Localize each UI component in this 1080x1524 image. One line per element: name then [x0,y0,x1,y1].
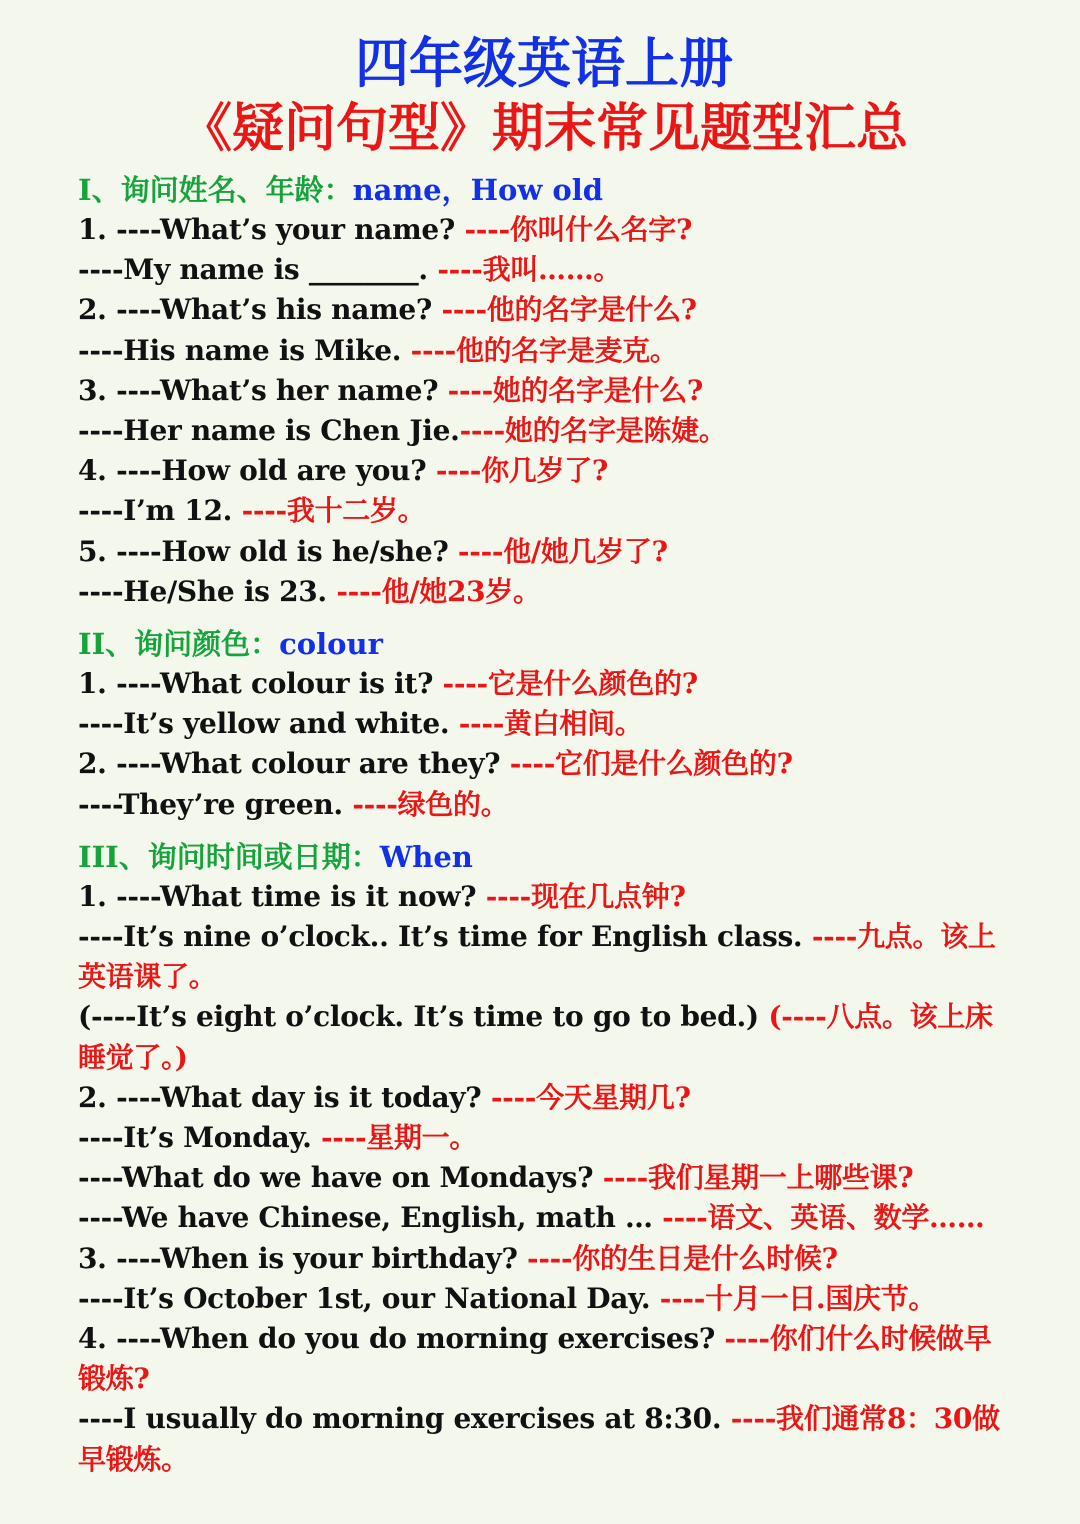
sentence-line [78,704,1010,744]
section-heading [78,837,1010,877]
sentence-line [78,1198,1010,1238]
english-text: ----My name is ________. [78,253,438,287]
english-text: 2. ----What colour are they? [78,747,510,781]
sentence-line [78,411,1010,451]
sentence-line [78,744,1010,784]
chinese-translation: ----今天星期几? [490,1080,691,1114]
chinese-translation: ----十月一日.国庆节。 [659,1281,937,1315]
section-heading-label: I、询问姓名、年龄： [78,173,353,207]
sentence-line [78,491,1010,531]
sentence-line [78,532,1010,572]
sentence-line [78,997,1010,1077]
sentence-line [78,572,1010,612]
english-text: ----It’s October 1st, our National Day. [78,1281,660,1315]
chinese-translation: ----他的名字是什么? [441,293,697,327]
chinese-translation: ----她的名字是什么? [447,373,703,407]
english-text: 3. ----What’s her name? [78,373,448,407]
chinese-translation: ----你几岁了? [435,454,609,488]
chinese-translation: ----九点。该上英语课了。 [78,920,996,994]
sentence-line [78,331,1010,371]
chinese-translation: ----你叫什么名字? [464,213,693,246]
chinese-translation: ----语文、英语、数学…… [662,1201,985,1235]
chinese-translation: ----你的生日是什么时候? [527,1241,838,1275]
english-text: ----What do we have on Mondays? [78,1161,603,1195]
english-text: 4. ----How old are you? [78,454,436,488]
sentence-line [78,1279,1010,1319]
section-heading [78,170,1010,210]
english-text: 1. ----What colour is it? [78,667,443,701]
chinese-translation: ----我十二岁。 [241,494,426,528]
chinese-translation: ----现在几点钟? [485,879,686,913]
sentence-line [78,290,1010,330]
english-text: ----They’re green. [78,787,353,821]
section-heading-keyword: name，How old [352,173,604,207]
sentence-line [78,917,1010,997]
sentence-line [78,1078,1010,1118]
english-text: ----He/She is 23. [78,574,337,608]
section-heading-keyword: When [379,839,473,874]
sentence-line [78,371,1010,411]
sentence-line [78,1239,1010,1279]
english-text: (----It’s eight o’clock. It’s time to go to bed.) [78,1000,769,1034]
english-text: 4. ----When do you do morning exercises? [78,1322,725,1356]
english-text: 1. ----What’s your name? [78,213,465,246]
english-text: ----I’m 12. [78,494,242,528]
english-text: ----It’s yellow and white. [78,707,459,741]
sentence-line [78,210,1010,250]
chinese-translation: ----他/她23岁。 [336,574,541,608]
chinese-translation: (----八点。该上床睡觉了。) [78,1000,993,1074]
sentence-line [78,451,1010,491]
sentence-line [78,1399,1010,1479]
english-text: 3. ----When is your birthday? [78,1241,528,1275]
section-name-age [78,170,1010,612]
sentence-line [78,1118,1010,1158]
section-colour [78,624,1010,825]
sentence-line [78,664,1010,704]
chinese-translation: ----我叫……。 [437,253,622,287]
english-text: 2. ----What day is it today? [78,1080,491,1114]
english-text: 1. ----What time is it now? [78,879,486,913]
chinese-translation: ----它是什么颜色的? [442,667,698,701]
chinese-translation: ----黄白相间。 [458,707,643,741]
english-text: ----We have Chinese, English, math … [78,1201,663,1235]
chinese-translation: ----她的名字是陈婕。 [459,414,727,448]
section-heading [78,624,1010,664]
page-title: 四年级英语上册 [355,31,733,95]
chinese-translation: ----它们是什么颜色的? [509,747,793,781]
sentence-line [78,785,1010,825]
english-text: ----Her name is Chen Jie. [78,414,460,448]
section-time-date [78,837,1010,1480]
sentence-line [78,250,1010,290]
chinese-translation: ----我们星期一上哪些课? [602,1161,914,1195]
section-heading-keyword: colour [279,627,383,662]
section-heading-label: II、询问颜色： [78,627,280,662]
page-subtitle: 《疑问句型》期末常见题型汇总 [179,98,908,159]
english-text: 2. ----What’s his name? [78,293,442,327]
chinese-translation: ----他/她几岁了? [457,534,668,568]
english-text: ----I usually do morning exercises at 8:30. [78,1402,731,1436]
sentence-line [78,1319,1010,1399]
chinese-translation: ----你们什么时候做早锻炼? [78,1322,992,1396]
chinese-translation: ----我们通常8：30做早锻炼。 [78,1402,1000,1476]
english-text: 5. ----How old is he/she? [78,534,458,568]
chinese-translation: ----他的名字是麦克。 [410,333,678,367]
sentence-line [78,877,1010,917]
sentence-line [78,1158,1010,1198]
english-text: ----It’s nine o’clock.. It’s time for English class. [78,920,812,954]
english-text: ----His name is Mike. [78,333,411,367]
section-heading-label: III、询问时间或日期： [78,839,380,874]
english-text: ----It’s Monday. [78,1121,321,1155]
chinese-translation: ----绿色的。 [352,787,509,821]
chinese-translation: ----星期一。 [320,1121,478,1155]
